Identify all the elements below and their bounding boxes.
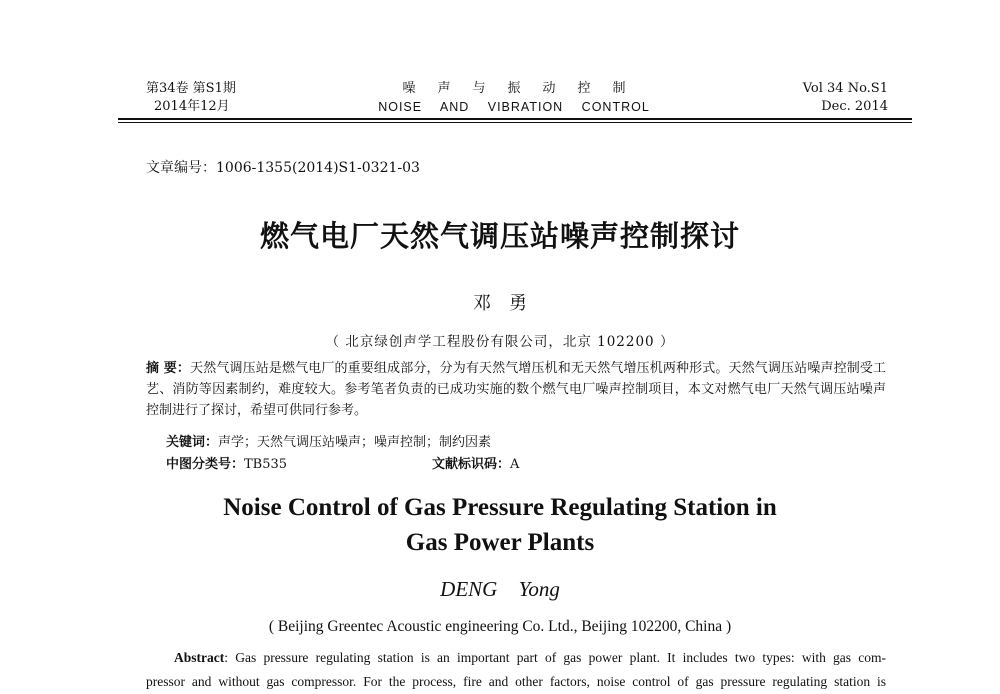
header-issue-block [146, 80, 236, 116]
header-journal-block [364, 80, 664, 116]
author-en: DENG Yong [440, 577, 560, 601]
document-code [432, 453, 519, 472]
issue-cn: 第34卷 第S1期 [146, 81, 236, 96]
author-cn: 邓勇 [473, 293, 545, 314]
abstract-cn [146, 358, 886, 421]
affiliation-cn: （ 北京绿创声学工程股份有限公司，北京 102200 ） [325, 334, 675, 350]
affiliation-en: ( Beijing Greentec Acoustic engineering Co. Ltd., Beijing 102200, China ) [268, 618, 732, 635]
abstract-en [146, 646, 886, 694]
clc-value: TB535 [244, 457, 288, 472]
abstract-cn-label: 摘 要： [146, 361, 191, 376]
journal-name-cn: 噪声与振动控制 [402, 81, 648, 96]
date-cn: 2014年12月 [154, 99, 230, 114]
title-en [0, 490, 1000, 560]
clc-label: 中图分类号： [166, 457, 245, 472]
keywords-cn [166, 431, 491, 450]
keywords-cn-label: 关键词： [166, 435, 219, 450]
abstract-en-text2: pressor and without gas compressor. For the process, fire and other factors, noise control of gas pressure regulating station is [146, 674, 886, 689]
article-number: 文章编号：1006-1355(2014)S1-0321-03 [146, 160, 420, 176]
header-rule-thick [118, 118, 912, 120]
date-en: Dec. 2014 [821, 99, 888, 114]
title-en-line2: Gas Power Plants [405, 529, 595, 556]
keywords-cn-text: 声学；天然气调压站噪声；噪声控制；制约因素 [218, 435, 492, 450]
abstract-en-text1: : Gas pressure regulating station is an important part of gas power plant. It includes two types: with gas com- [224, 650, 886, 665]
title-en-line1: Noise Control of Gas Pressure Regulating Station in [223, 494, 777, 521]
title-cn: 燃气电厂天然气调压站噪声控制探讨 [259, 219, 740, 253]
abstract-en-line1 [146, 646, 886, 670]
abstract-cn-text: 天然气调压站是燃气电厂的重要组成部分，分为有天然气增压机和无天然气增压机两种形式。天然气调压站噪声控制受工艺、消防等因素制约，难度较大。参考笔者负责的已成功实施的数个燃气电厂噪声控制项目，本文对燃气电厂天然气调压站噪声控制进行了探讨，希望可供同行参考。 [146, 361, 886, 418]
journal-name-en: NOISE AND VIBRATION CONTROL [378, 100, 650, 114]
clc-number [166, 453, 287, 472]
doc-code-label: 文献标识码： [432, 457, 511, 472]
header-rule-thin [118, 122, 912, 123]
volume-en: Vol 34 No.S1 [802, 81, 888, 96]
doc-code-value: A [510, 457, 520, 472]
header-volume-block [803, 80, 888, 116]
abstract-en-label: Abstract [174, 650, 225, 665]
